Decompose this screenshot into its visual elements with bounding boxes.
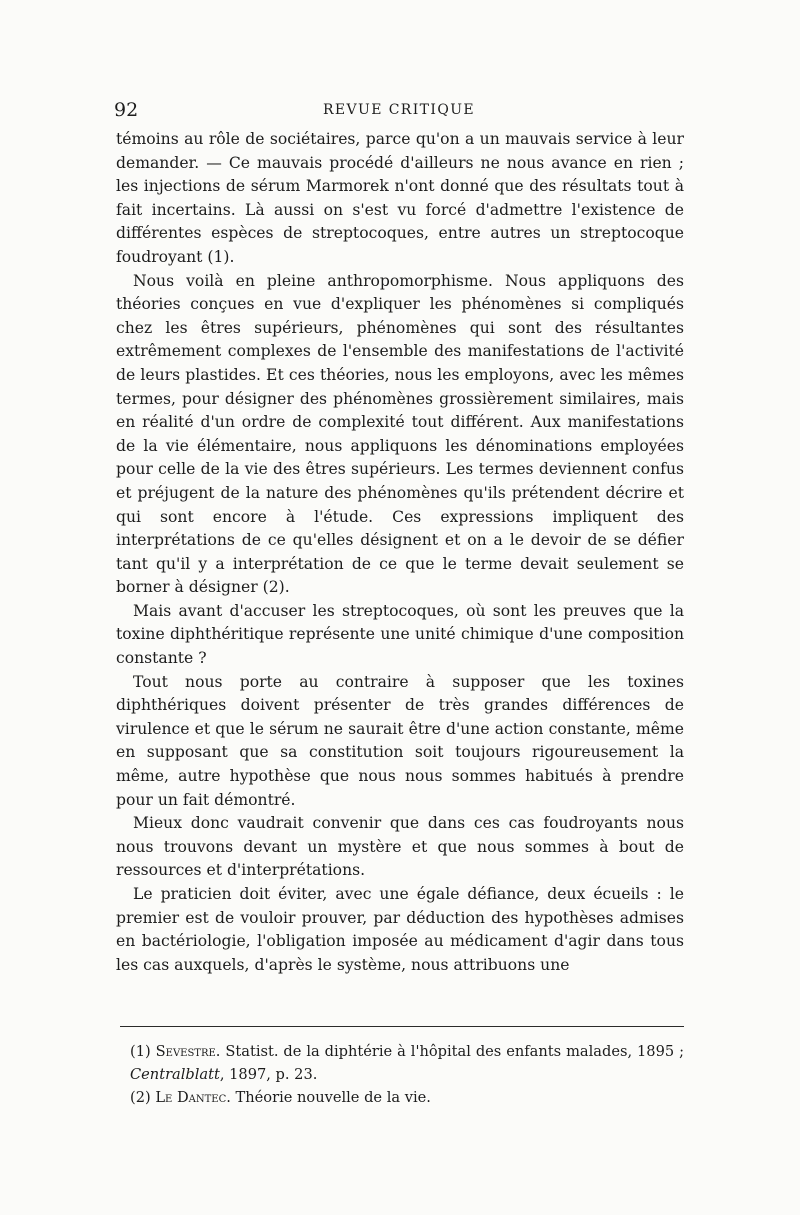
paragraph: Le praticien doit éviter, avec une égale défiance, deux écueils : le premier est de vouloir prouver, par déduction des hypothèses admises en bactériologie, l'obligation imposée au médicament d'agir dans tous les cas auxquels, d'après le système, nous attribuons une bbox=[116, 885, 684, 974]
paragraph: Nous voilà en pleine anthropomorphisme. Nous appliquons des théories conçues en vue d'expliquer les phénomènes si compliqués chez les êtres supérieurs, phénomènes qui sont des résultantes extrêmement complexes de l'ensemble des manifestations de l'activité de leurs plastides. Et ces théories, nous les employons, avec les mêmes termes, pour désigner des phénomènes grossièrement similaires, mais en réalité d'un ordre de complexité tout différent. Aux manifestations de la vie élémentaire, nous appliquons les dénominations employées pour celle de la vie des êtres supérieurs. Les termes deviennent confus et préjugent de la nature des phénomènes qu'ils prétendent décrire et qui sont encore à l'étude. Ces expressions impliquent des interprétations de ce qu'elles désignent et on a le devoir de se défier tant qu'il y a interprétation de ce que le terme devait seulement se borner à désigner (2). bbox=[116, 271, 684, 597]
paragraph: Tout nous porte au contraire à supposer que les toxines diphthériques doivent présenter de très grandes différences de virulence et que le sérum ne saurait être d'une action constante, même en supposant que sa constitution soit toujours rigoureusement la même, autre hypothèse que nous nous sommes habitués à prendre pour un fait démontré. bbox=[116, 672, 684, 809]
footnotes bbox=[116, 1040, 684, 1109]
running-title: REVUE CRITIQUE bbox=[322, 102, 476, 118]
paragraph: témoins au rôle de sociétaires, parce qu'on a un mauvais service à leur demander. — Ce mauvais procédé d'ailleurs ne nous avance en rien ; les injections de sérum Marmorek n'ont donné que des résultats tout à fait incertains. Là aussi on s'est vu forcé d'admettre l'existence de différentes espèces de streptocoques, entre autres un streptocoque foudroyant (1). bbox=[116, 130, 684, 266]
footnote-journal: Centralblatt bbox=[130, 1066, 220, 1083]
footnote-text: Statist. de la diphtérie à l'hôpital des enfants malades, 1895 ; bbox=[225, 1043, 685, 1060]
footnote-2 bbox=[116, 1086, 684, 1109]
page-number: 92 bbox=[114, 99, 139, 121]
footnote-rule bbox=[120, 1026, 684, 1027]
footnote-1 bbox=[116, 1040, 684, 1086]
running-head bbox=[114, 99, 684, 125]
footnote-text: , 1897, p. 23. bbox=[219, 1066, 318, 1083]
footnote-author: Sevestre. bbox=[155, 1043, 221, 1060]
footnote-author: Le Dantec. bbox=[155, 1089, 231, 1106]
footnote-marker: (2) bbox=[130, 1089, 151, 1106]
footnote-marker: (1) bbox=[130, 1043, 151, 1060]
footnote-text: Théorie nouvelle de la vie. bbox=[235, 1089, 431, 1106]
paragraph: Mieux donc vaudrait convenir que dans ces cas foudroyants nous nous trouvons devant un mystère et que nous sommes à bout de ressources et d'interprétations. bbox=[116, 814, 684, 880]
body-text bbox=[116, 128, 684, 977]
paragraph: Mais avant d'accuser les streptocoques, où sont les preuves que la toxine diphthéritique représente une unité chimique d'une composition constante ? bbox=[116, 601, 684, 668]
